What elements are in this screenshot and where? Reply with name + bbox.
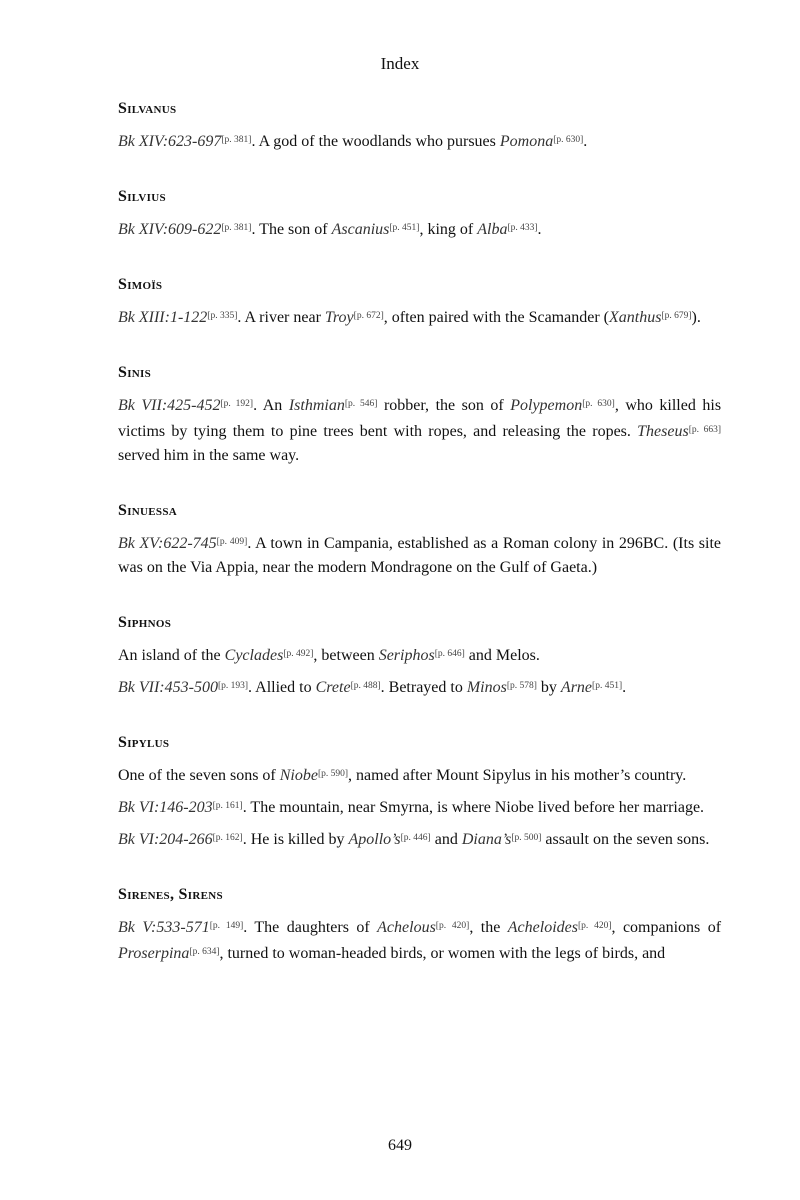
entry-text: robber, the son of <box>377 397 511 414</box>
index-entry <box>118 886 721 966</box>
entry-text: served him in the same way. <box>118 447 300 464</box>
entry-text: . The daughters of <box>243 919 378 936</box>
entry-heading: Sinis <box>118 364 152 381</box>
page-reference-link[interactable]: [p. 162] <box>212 833 243 843</box>
index-entry <box>118 614 721 700</box>
entry-text: . <box>622 679 627 696</box>
citation-italic: Bk VII:425-452 <box>118 397 221 414</box>
page-reference-link[interactable]: [p. 546] <box>344 399 378 409</box>
entry-text: . He is killed by <box>242 831 349 848</box>
citation-italic: Achelous <box>377 919 436 936</box>
entry-text: . An <box>253 397 289 414</box>
page-reference-link[interactable]: [p. 590] <box>317 769 349 779</box>
citation-italic: Bk VI:204-266 <box>118 831 213 848</box>
entry-text: . <box>537 221 542 238</box>
entry-paragraph <box>118 914 721 966</box>
entry-text: , the <box>469 919 508 936</box>
citation-italic: Acheloides <box>507 919 578 936</box>
page-reference-link[interactable]: [p. 634] <box>189 947 220 957</box>
page-reference-link[interactable]: [p. 578] <box>506 681 537 691</box>
entry-text: , king of <box>419 221 478 238</box>
index-entry <box>118 100 721 154</box>
page-reference-link[interactable]: [p. 500] <box>511 833 542 843</box>
citation-italic: Crete <box>315 679 351 696</box>
index-entry <box>118 276 721 330</box>
page-reference-link[interactable]: [p. 149] <box>209 921 244 931</box>
entry-text: . Betrayed to <box>380 679 467 696</box>
entry-text: . A god of the woodlands who pursues <box>251 133 500 150</box>
entry-text: , often paired with the Scamander ( <box>383 309 609 326</box>
entry-heading: Simoïs <box>118 276 163 293</box>
entry-paragraph <box>118 392 721 468</box>
entry-paragraph <box>118 530 721 580</box>
citation-italic: Troy <box>324 309 354 326</box>
entry-text: , named after Mount Sipylus in his mother’s country. <box>348 767 687 784</box>
page-reference-link[interactable]: [p. 451] <box>592 681 623 691</box>
page-number: 649 <box>388 1137 412 1154</box>
citation-italic: Bk XIII:1-122 <box>118 309 208 326</box>
citation-italic: Ascanius <box>331 221 390 238</box>
entry-text: and <box>430 831 462 848</box>
citation-italic: Alba <box>477 221 508 238</box>
entry-text: assault on the seven sons. <box>541 831 710 848</box>
page-reference-link[interactable]: [p. 630] <box>553 135 584 145</box>
entry-text: , who killed his victims by tying them to pine trees bent with ropes, and releasing the ropes. <box>118 397 722 440</box>
index-entry <box>118 502 721 580</box>
citation-italic: Cyclades <box>224 647 284 664</box>
entry-text: , turned to woman-headed birds, or women with the legs of birds, and <box>219 945 666 962</box>
entry-text: ). <box>691 309 701 326</box>
page-reference-link[interactable]: [p. 192] <box>220 399 254 409</box>
entry-paragraph <box>118 762 721 788</box>
entry-heading: Sinuessa <box>118 502 177 519</box>
citation-italic: Theseus <box>637 423 689 440</box>
entry-text: . Allied to <box>248 679 316 696</box>
entry-text: by <box>536 679 561 696</box>
citation-italic: Arne <box>560 679 593 696</box>
page-reference-link[interactable]: [p. 420] <box>577 921 612 931</box>
citation-italic: Bk V:533-571 <box>118 919 210 936</box>
page-reference-link[interactable]: [p. 381] <box>221 223 252 233</box>
entry-heading: Silvanus <box>118 100 177 117</box>
entry-paragraph <box>118 128 721 154</box>
citation-italic: Niobe <box>279 767 318 784</box>
citation-italic: Bk XIV:623-697 <box>118 133 222 150</box>
page-reference-link[interactable]: [p. 161] <box>212 801 243 811</box>
page-reference-link[interactable]: [p. 663] <box>688 425 722 435</box>
citation-italic: Bk VII:453-500 <box>118 679 218 696</box>
citation-italic: Bk VI:146-203 <box>118 799 213 816</box>
entry-heading: Sipylus <box>118 734 170 751</box>
citation-italic: Polypemon <box>510 397 583 414</box>
page-reference-link[interactable]: [p. 335] <box>207 311 238 321</box>
page-reference-link[interactable]: [p. 193] <box>217 681 249 691</box>
entry-text: An island of the <box>118 647 225 664</box>
citation-italic: Pomona <box>499 133 554 150</box>
entry-text: One of the seven sons of <box>118 767 280 784</box>
entry-paragraph <box>118 304 721 330</box>
citation-italic: Apollo’s <box>348 831 401 848</box>
entry-paragraph <box>118 216 721 242</box>
citation-italic: Isthmian <box>288 397 345 414</box>
entry-text: . A river near <box>237 309 325 326</box>
entry-paragraph <box>118 826 721 852</box>
citation-italic: Bk XV:622-745 <box>118 535 217 552</box>
citation-italic: Seriphos <box>378 647 435 664</box>
page-reference-link[interactable]: [p. 672] <box>353 311 384 321</box>
entry-paragraph <box>118 674 721 700</box>
page-reference-link[interactable]: [p. 451] <box>389 223 420 233</box>
index-entries <box>118 100 721 1000</box>
page-header: Index <box>380 54 420 73</box>
citation-italic: Xanthus <box>608 309 662 326</box>
index-entry <box>118 734 721 852</box>
page-reference-link[interactable]: [p. 488] <box>350 681 381 691</box>
citation-italic: Minos <box>466 679 507 696</box>
entry-heading: Siphnos <box>118 614 172 631</box>
entry-text: and Melos. <box>464 647 540 664</box>
page-reference-link[interactable]: [p. 630] <box>582 399 615 409</box>
index-entry <box>118 188 721 242</box>
citation-italic: Proserpina <box>118 945 190 962</box>
page-reference-link[interactable]: [p. 446] <box>400 833 431 843</box>
entry-text: . A town in Campania, established as a Roman colony in 296BC. (Its site was on the Via Appia, near the modern Mondragone on the Gulf of Gaeta.) <box>118 535 721 576</box>
page-reference-link[interactable]: [p. 381] <box>221 135 252 145</box>
page-reference-link[interactable]: [p. 679] <box>661 311 692 321</box>
index-entry <box>118 364 721 468</box>
entry-paragraph <box>118 794 721 820</box>
citation-italic: Bk XIV:609-622 <box>118 221 222 238</box>
entry-heading: Sirenes, Sirens <box>118 886 223 903</box>
entry-text: . The son of <box>251 221 332 238</box>
entry-paragraph <box>118 642 721 668</box>
entry-text: . <box>583 133 588 150</box>
citation-italic: Diana’s <box>461 831 512 848</box>
page-reference-link[interactable]: [p. 492] <box>283 649 314 659</box>
page-reference-link[interactable]: [p. 646] <box>434 649 465 659</box>
page-reference-link[interactable]: [p. 420] <box>435 921 470 931</box>
page-reference-link[interactable]: [p. 409] <box>216 537 248 547</box>
entry-text: , companions of <box>611 919 722 936</box>
entry-heading: Silvius <box>118 188 166 205</box>
entry-text: , between <box>313 647 379 664</box>
entry-text: . The mountain, near Smyrna, is where Niobe lived before her marriage. <box>242 799 705 816</box>
page-reference-link[interactable]: [p. 433] <box>507 223 538 233</box>
